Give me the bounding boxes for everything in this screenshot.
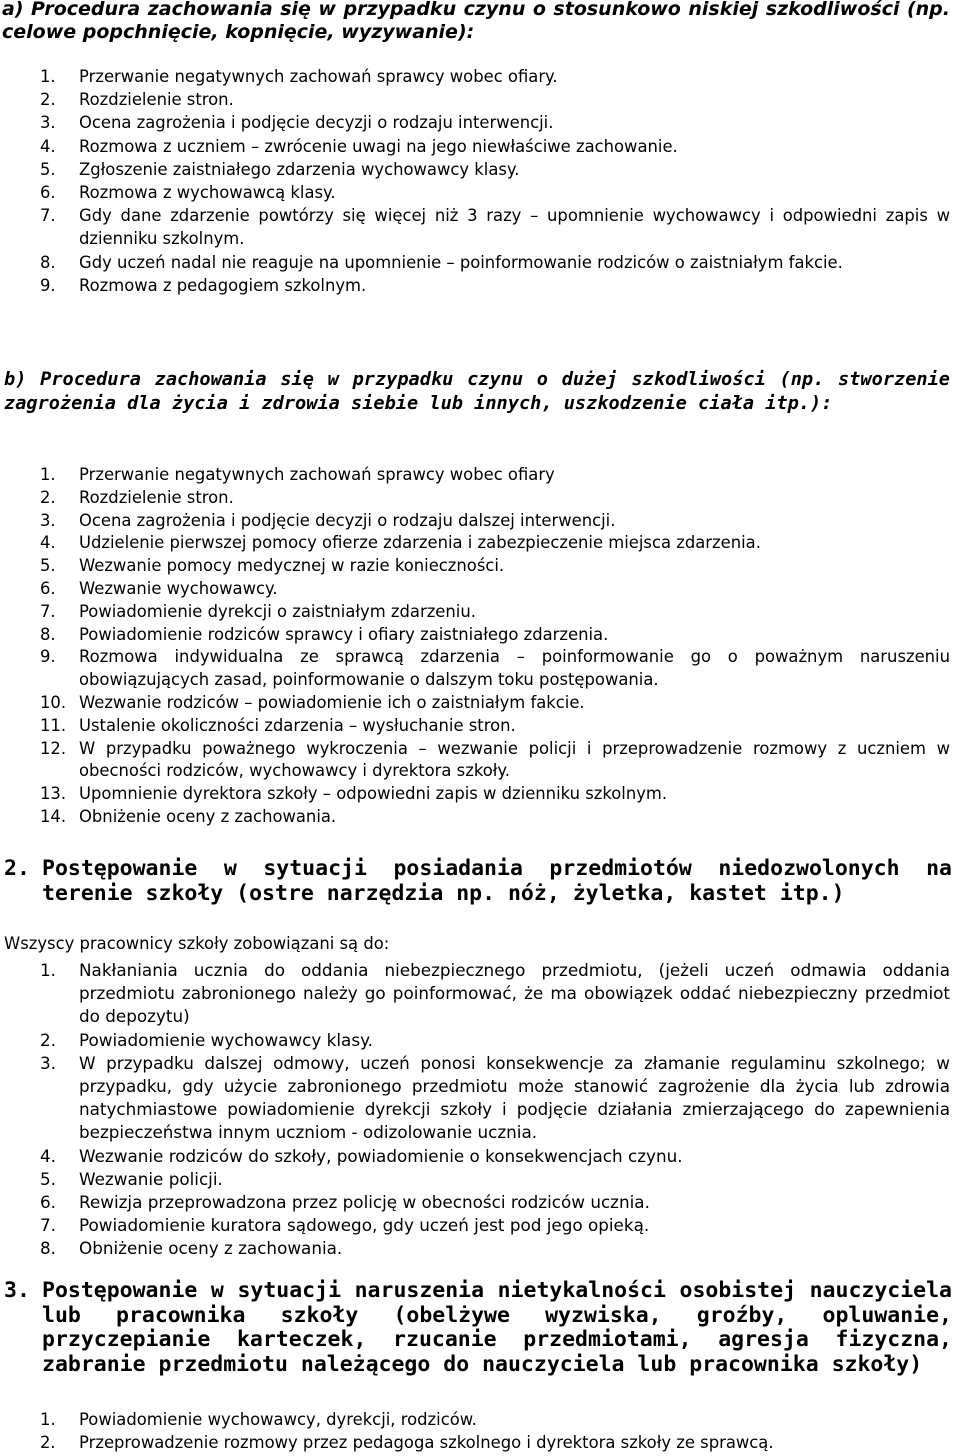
item-number: 8. [40, 1238, 57, 1259]
item-number: 1. [40, 960, 57, 980]
list-item [40, 715, 950, 738]
item-number: 3. [40, 1052, 57, 1073]
item-text: Rozmowa z wychowawcą klasy. [79, 183, 336, 203]
item-text: Rewizja przeprowadzona przez policję w obecności rodziców ucznia. [79, 1192, 650, 1213]
list-item [40, 181, 950, 204]
item-text: Ustalenie okoliczności zdarzenia – wysłuchanie stron. [79, 715, 516, 735]
item-text: Obniżenie oceny z zachowania. [79, 806, 337, 826]
item-number: 2. [40, 1433, 56, 1452]
item-number: 5. [40, 159, 56, 179]
item-number: 7. [40, 206, 56, 226]
list-item [40, 806, 950, 829]
list-item [40, 204, 950, 250]
item-text: Wezwanie pomocy medycznej w razie konieczności. [79, 556, 505, 576]
list-item [40, 1052, 950, 1145]
item-text: Przerwanie negatywnych zachowań sprawcy wobec ofiary. [79, 67, 558, 86]
item-text: Powiadomienie wychowawcy klasy. [79, 1029, 373, 1050]
list-item [40, 88, 950, 111]
list-item [40, 738, 950, 784]
item-text: Wezwanie wychowawcy. [79, 578, 278, 598]
item-text: W przypadku poważnego wykroczenia – wezwanie policji i przeprowadzenie rozmowy z uczniem w obecności rodziców, wychowawcy i dyrektora szkoły. [79, 738, 950, 781]
item-number: 1. [40, 1410, 56, 1429]
item-text: Upomnienie dyrektora szkoły – odpowiedni zapis w dzienniku szkolnym. [79, 784, 668, 804]
item-text: Rozdzielenie stron. [79, 487, 234, 507]
item-text: Rozmowa z uczniem – zwrócenie uwagi na jego niewłaściwe zachowanie. [79, 136, 678, 156]
item-number: 4. [40, 533, 56, 553]
item-text: Powiadomienie rodziców sprawcy i ofiary zaistniałego zdarzenia. [79, 624, 609, 644]
item-number: 12. [40, 738, 67, 758]
item-text: Udzielenie pierwszej pomocy ofierze zdarzenia i zabezpieczenie miejsca zdarzenia. [79, 533, 761, 553]
item-text: Powiadomienie dyrekcji o zaistniałym zdarzeniu. [79, 601, 476, 621]
item-text: Powiadomienie wychowawcy, dyrekcji, rodziców. [79, 1410, 477, 1429]
list-item [40, 601, 950, 624]
item-number: 3. [40, 510, 56, 530]
item-number: 6. [40, 578, 56, 598]
section-2-heading [4, 857, 952, 906]
section-b-list [40, 464, 950, 829]
item-text: Przerwanie negatywnych zachowań sprawcy wobec ofiary [79, 465, 555, 484]
list-item [40, 65, 950, 88]
list-item [40, 274, 950, 297]
list-item [40, 464, 950, 487]
list-item [40, 555, 950, 578]
list-item [40, 1408, 950, 1431]
item-text: Rozmowa z pedagogiem szkolnym. [79, 275, 367, 295]
item-text: Gdy uczeń nadal nie reaguje na upomnienie – poinformowanie rodziców o zaistniałym fakcie. [79, 252, 843, 272]
list-item [40, 1145, 950, 1168]
item-number: 4. [40, 1145, 57, 1166]
item-text: Wezwanie rodziców do szkoły, powiadomienie o konsekwencjach czynu. [79, 1145, 683, 1166]
item-number: 7. [40, 601, 56, 621]
item-text: Rozmowa indywidualna ze sprawcą zdarzenia – poinformowanie go o poważnym naruszeniu obowiązujących zasad, poinformowanie o dalszym toku postępowania. [79, 647, 950, 690]
list-item [40, 251, 950, 274]
item-text: Ocena zagrożenia i podjęcie decyzji o rodzaju dalszej interwencji. [79, 510, 616, 530]
item-text: Rozdzielenie stron. [79, 90, 234, 110]
list-item [40, 1029, 950, 1052]
section-b-heading: b) Procedura zachowania się w przypadku czynu o dużej szkodliwości (np. stworzenie zagrożenia dla życia i zdrowia siebie lub innych, uszkodzenie ciała itp.): [4, 369, 950, 414]
list-item [40, 578, 950, 601]
list-item [40, 158, 950, 181]
item-text: Zgłoszenie zaistniałego zdarzenia wychowawcy klasy. [79, 159, 520, 179]
item-number: 7. [40, 1215, 57, 1236]
item-text: Nakłaniania ucznia do oddania niebezpiecznego przedmiotu, (jeżeli uczeń odmawia oddania przedmiotu zabronionego należy go poinformować, że ma obowiązek oddać niebezpieczny przedmiot do depozytu) [79, 960, 950, 1027]
item-number: 4. [40, 136, 56, 156]
item-number: 9. [40, 647, 56, 667]
item-number: 1. [40, 465, 56, 484]
item-number: 1. [40, 67, 56, 86]
item-number: 13. [40, 784, 67, 804]
list-item [40, 135, 950, 158]
list-item [40, 959, 950, 1029]
list-item [40, 1237, 950, 1260]
list-item [40, 783, 950, 806]
list-item [40, 510, 950, 533]
item-text: Obniżenie oceny z zachowania. [79, 1238, 343, 1259]
list-item [40, 624, 950, 647]
item-number: 3. [40, 113, 56, 133]
list-item [40, 487, 950, 510]
list-item [40, 1214, 950, 1237]
section-3-list [40, 1408, 950, 1454]
item-text: Ocena zagrożenia i podjęcie decyzji o rodzaju interwencji. [79, 113, 554, 133]
section-2-list [40, 959, 950, 1261]
item-text: Gdy dane zdarzenie powtórzy się więcej niż 3 razy – upomnienie wychowawcy i odpowiedni zapis w dzienniku szkolnym. [79, 206, 950, 249]
item-number: 14. [40, 806, 67, 826]
item-number: 10. [40, 692, 67, 712]
list-item [40, 1191, 950, 1214]
item-text: Wezwanie rodziców – powiadomienie ich o zaistniałym fakcie. [79, 692, 585, 712]
item-number: 2. [40, 487, 56, 507]
section-a-heading: a) Procedura zachowania się w przypadku czynu o stosunkowo niskiej szkodliwości (np. celowe popchnięcie, kopnięcie, wyzywanie): [2, 0, 950, 43]
list-item [40, 1431, 950, 1454]
item-number: 9. [40, 275, 56, 295]
item-number: 8. [40, 252, 56, 272]
section-a-list [40, 65, 950, 297]
list-item [40, 532, 950, 555]
section-title: Postępowanie w sytuacji naruszenia nietykalności osobistej nauczyciela lub pracownika szkoły (obelżywe wyzwiska, groźby, opluwanie, przyczepianie karteczek, rzucanie przedmiotami, agresja fizyczna, zabranie przedmiotu należącego do nauczyciela lub pracownika szkoły) [42, 1278, 952, 1377]
item-number: 8. [40, 624, 56, 644]
item-number: 11. [40, 715, 67, 735]
list-item [40, 646, 950, 692]
item-number: 5. [40, 1168, 57, 1189]
item-number: 2. [40, 1029, 57, 1050]
list-item [40, 111, 950, 134]
item-number: 6. [40, 1192, 57, 1213]
section-3-heading [4, 1279, 952, 1377]
list-item [40, 1168, 950, 1191]
list-item [40, 692, 950, 715]
item-text: Wezwanie policji. [79, 1168, 223, 1189]
section-title: Postępowanie w sytuacji posiadania przedmiotów niedozwolonych na terenie szkoły (ostre narzędzia np. nóż, żyletka, kastet itp.) [42, 856, 952, 906]
item-number: 5. [40, 556, 56, 576]
section-number: 2. [4, 856, 30, 881]
section-number: 3. [4, 1278, 30, 1303]
item-number: 2. [40, 90, 56, 110]
item-text: W przypadku dalszej odmowy, uczeń ponosi konsekwencje za złamanie regulaminu szkolnego; w przypadku, gdy użycie zabronionego przedmiotu może stanowić zagrożenie dla życia lub zdrowia natychmiastowe powiadomienie dyrekcji szkoły i podjęcie działania zmierzającego do zapewnienia bezpieczeństwa innym uczniom - odizolowanie ucznia. [79, 1052, 950, 1143]
section-2-intro: Wszyscy pracownicy szkoły zobowiązani są do: [4, 934, 390, 953]
item-text: Powiadomienie kuratora sądowego, gdy uczeń jest pod jego opieką. [79, 1215, 650, 1236]
item-text: Przeprowadzenie rozmowy przez pedagoga szkolnego i dyrektora szkoły ze sprawcą. [79, 1433, 774, 1452]
item-number: 6. [40, 183, 56, 203]
